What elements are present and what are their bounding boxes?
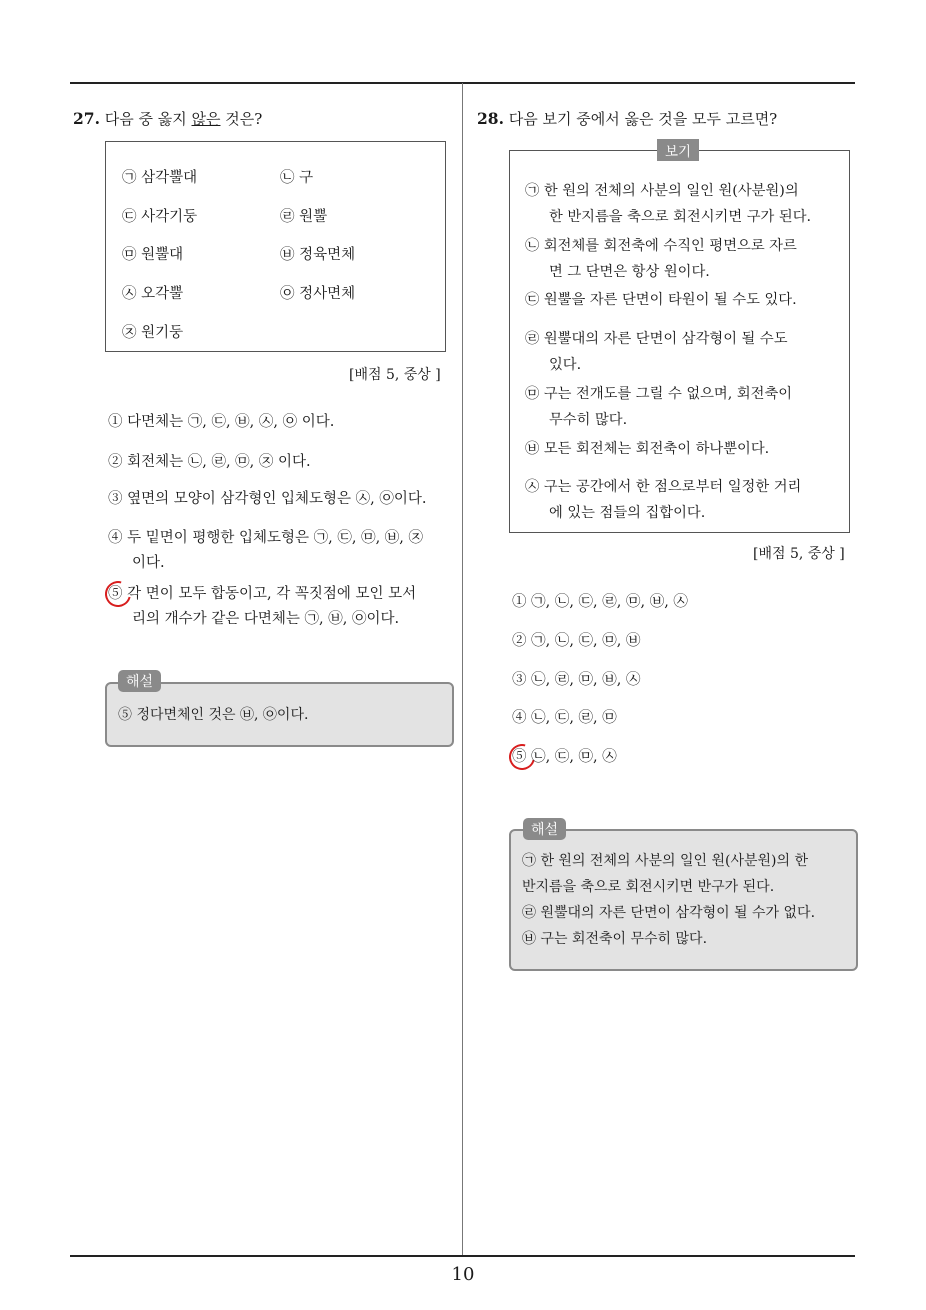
q27-option-2[interactable]: ② 회전체는 ㉡, ㉣, ㉤, ㉨ 이다. [108, 454, 311, 470]
q27-option-4[interactable] [108, 526, 448, 576]
q27-item: ㉨ 원기둥 [122, 325, 184, 341]
bogi-line: 무수히 많다. [549, 412, 628, 428]
q28-bogi-item-d [525, 326, 830, 378]
solution-line: 반지름을 축으로 회전시키면 반구가 된다. [522, 879, 775, 895]
solution-line: ㉣ 원뿔대의 자른 단면이 삼각형이 될 수가 없다. [522, 905, 816, 921]
q28-bogi-item-b [525, 233, 830, 285]
q27-item: ㉦ 오각뿔 [122, 286, 184, 302]
solution-line: ㉥ 구는 회전축이 무수히 많다. [522, 931, 708, 947]
column-divider [462, 83, 463, 1255]
q28-score: [배점 5, 중상 ] [753, 546, 845, 562]
bogi-line: ㉢ 원뿔을 자른 단면이 타원이 될 수도 있다. [525, 292, 797, 308]
q28-bogi-item-a [525, 178, 830, 230]
q27-option-5-line2: 리의 개수가 같은 다면체는 ㉠, ㉥, ㉧이다. [132, 611, 400, 627]
q28-bogi-item-g [525, 474, 830, 526]
q27-item: ㉡ 구 [280, 170, 314, 186]
q28-bogi-item-c [525, 287, 830, 313]
q28-title-text: 다음 보기 중에서 옳은 것을 모두 고르면? [503, 110, 778, 128]
bogi-line: ㉥ 모든 회전체는 회전축이 하나뿐이다. [525, 441, 770, 457]
bogi-line: 면 그 단면은 항상 원이다. [549, 264, 710, 280]
page-number: 10 [451, 1264, 475, 1285]
bogi-line: 있다. [549, 357, 582, 373]
bogi-line: ㉠ 한 원의 전체의 사분의 일인 원(사분원)의 [525, 183, 799, 199]
q27-option-3[interactable]: ③ 옆면의 모양이 삼각형인 입체도형은 ㉦, ㉧이다. [108, 491, 427, 507]
q28-bogi-item-e [525, 381, 830, 433]
q28-title [477, 108, 777, 129]
q27-title-underlined: 않은 [191, 110, 221, 128]
q28-bogi-item-f [525, 436, 830, 462]
q27-option-4-line2: 이다. [132, 555, 165, 571]
q27-title-end: 것은? [220, 110, 263, 128]
bogi-line: ㉡ 회전체를 회전축에 수직인 평면으로 자르 [525, 238, 797, 254]
bogi-line: ㉤ 구는 전개도를 그릴 수 없으며, 회전축이 [525, 386, 793, 402]
q27-item: ㉧ 정사면체 [280, 286, 356, 302]
q27-solution-tag: 해설 [118, 670, 161, 692]
bogi-line: 한 반지름을 축으로 회전시키면 구가 된다. [549, 209, 812, 225]
q28-solution-text [522, 848, 850, 952]
q27-title [73, 108, 262, 129]
q27-option-1[interactable]: ① 다면체는 ㉠, ㉢, ㉥, ㉦, ㉧ 이다. [108, 414, 335, 430]
q27-option-5[interactable] [108, 582, 448, 632]
q27-option-4-line1: ④ 두 밑면이 평행한 입체도형은 ㉠, ㉢, ㉤, ㉥, ㉨ [108, 530, 424, 546]
q28-number: 28. [477, 109, 504, 128]
q27-score: [배점 5, 중상 ] [349, 367, 441, 383]
q28-option-3[interactable]: ③ ㉡, ㉣, ㉤, ㉥, ㉦ [512, 672, 641, 688]
q28-solution-tag: 해설 [523, 818, 566, 840]
q27-item: ㉥ 정육면체 [280, 247, 356, 263]
bogi-line: ㉦ 구는 공간에서 한 점으로부터 일정한 거리 [525, 479, 802, 495]
q27-item: ㉤ 원뿔대 [122, 247, 184, 263]
bogi-line: ㉣ 원뿔대의 자른 단면이 삼각형이 될 수도 [525, 331, 788, 347]
q27-item: ㉣ 원뿔 [280, 209, 328, 225]
q28-option-5[interactable]: ⑤ ㉡, ㉢, ㉤, ㉦ [512, 749, 617, 765]
q28-option-1[interactable]: ① ㉠, ㉡, ㉢, ㉣, ㉤, ㉥, ㉦ [512, 594, 688, 610]
q27-number: 27. [73, 109, 100, 128]
q27-option-5-line1: ⑤ 각 면이 모두 합동이고, 각 꼭짓점에 모인 모서 [108, 586, 417, 602]
q27-item: ㉠ 삼각뿔대 [122, 170, 198, 186]
q28-option-4[interactable]: ④ ㉡, ㉢, ㉣, ㉤ [512, 710, 617, 726]
bottom-rule [70, 1255, 855, 1257]
q28-bogi-tag: 보기 [657, 139, 699, 161]
q27-title-text: 다음 중 옳지 [99, 110, 192, 128]
q28-option-2[interactable]: ② ㉠, ㉡, ㉢, ㉤, ㉥ [512, 633, 641, 649]
q27-item: ㉢ 사각기둥 [122, 209, 198, 225]
q27-solution-text: ⑤ 정다면체인 것은 ㉥, ㉧이다. [118, 707, 309, 723]
solution-line: ㉠ 한 원의 전체의 사분의 일인 원(사분원)의 한 [522, 853, 808, 869]
bogi-line: 에 있는 점들의 집합이다. [549, 505, 706, 521]
